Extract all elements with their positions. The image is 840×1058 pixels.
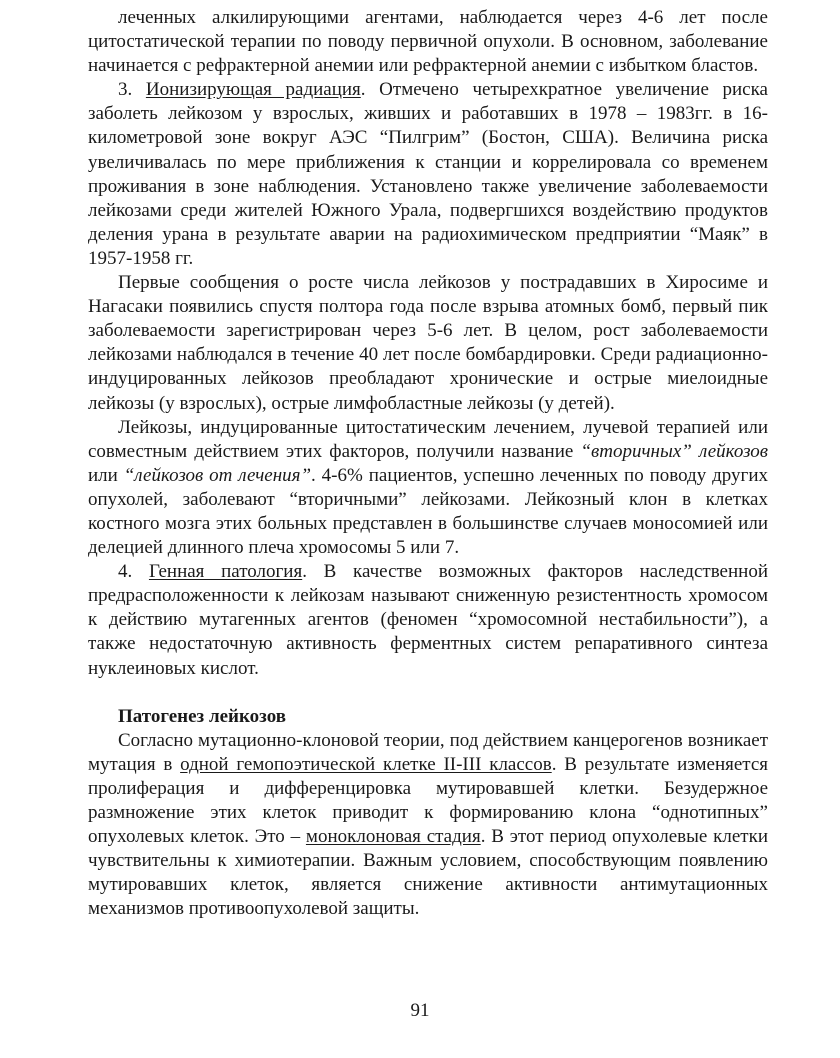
item-number: 3. xyxy=(118,79,146,101)
paragraph-text: . Отмечено четырехкратное увеличение риска заболеть лейкозом у взрослых, живших и работавших в 1978 – 1983гг. в 16-километровой зоне вокруг АЭС “Пилгрим” (Бостон, США). Величина риска увеличивалась по мере приближения к станции и коррелировала со временем проживания в зоне наблюдения. Установлено также увеличение заболеваемости лейкозами среди жителей Южного Урала, подвергшихся воздействию продуктов деления урана в результате аварии на радиохимическом предприятии “Маяк” в 1957-1958 гг. xyxy=(88,79,768,269)
page-number: 91 xyxy=(410,1000,430,1021)
page-body xyxy=(88,6,768,921)
paragraph-text: . В результате изменяется пролиферация и дифференцировка мутировавшей клетки. Безудержное размножение этих клеток приводит к формированию клона “однотипных” опухолевых клеток. Это – xyxy=(88,753,768,848)
item-number: 4. xyxy=(118,561,149,583)
paragraph-text: . 4-6% пациентов, успешно леченных по поводу других опухолей, заболевают “вторичными” лейкозами. Лейкозный клон в клетках костного мозга этих больных представлен в большинстве случаев моносомией или делецией длинного плеча хромосомы 5 или 7. xyxy=(88,464,768,559)
term-hematopoietic-cell: одной гемопоэтической клетке II-III классов xyxy=(180,753,552,775)
paragraph-text: Лейкозы, индуцированные цитостатическим лечением, лучевой терапией или совместным действием этих факторов, получили название xyxy=(88,416,768,462)
paragraph-ionizing-radiation xyxy=(88,78,768,271)
paragraph-text: . В этот период опухолевые клетки чувствительны к химиотерапии. Важным условием, способствующим появлению мутировавших клеток, является снижение активности антимутационных механизмов противоопухолевой защиты. xyxy=(88,826,768,920)
term-secondary-leukemia: “вторичных” лейкозов xyxy=(580,440,768,462)
paragraph-text: или xyxy=(88,464,124,486)
section-heading: Патогенез лейкозов xyxy=(118,705,286,727)
paragraph-pathogenesis xyxy=(88,729,768,922)
term-treatment-leukemia: “лейкозов от лечения” xyxy=(123,464,312,486)
paragraph-text: Согласно мутационно-клоновой теории, под действием канцерогенов возникает мутация в xyxy=(88,729,768,775)
paragraph-hiroshima: Первые сообщения о росте числа лейкозов у пострадавших в Хиросиме и Нагасаки появились спустя полтора года после взрыва атомных бомб, первый пик заболеваемости зарегистрирован через 5-6 лет. В целом, рост заболеваемости лейкозами наблюдался в течение 40 лет после бомбардировки. Среди радиационно-индуцированных лейкозов преобладают хронические и острые миелоидные лейкозы (у взрослых), острые лимфобластные лейкозы (у детей). xyxy=(88,272,768,414)
term-monoclonal-stage: моноклоновая стадия xyxy=(305,826,481,848)
paragraph-text: . В качестве возможных факторов наследственной предрасположенности к лейкозам называют сниженную резистентность хромосом к действию мутагенных агентов (феномен “хромосомной нестабильности”), а также недостаточную активность ферментных систем репаративного синтеза нуклеиновых кислот. xyxy=(88,561,768,679)
paragraph-continuation: леченных алкилирующими агентами, наблюдается через 4-6 лет после цитостатической терапии по поводу первичной опухоли. В основном, заболевание начинается с рефрактерной анемии или рефрактерной анемии с избытком бластов. xyxy=(88,7,768,77)
paragraph-gene-pathology xyxy=(88,560,768,680)
term-ionizing-radiation: Ионизирующая радиация xyxy=(145,79,361,101)
paragraph-secondary-leukemia xyxy=(88,416,768,561)
term-gene-pathology: Генная патология xyxy=(148,561,303,583)
